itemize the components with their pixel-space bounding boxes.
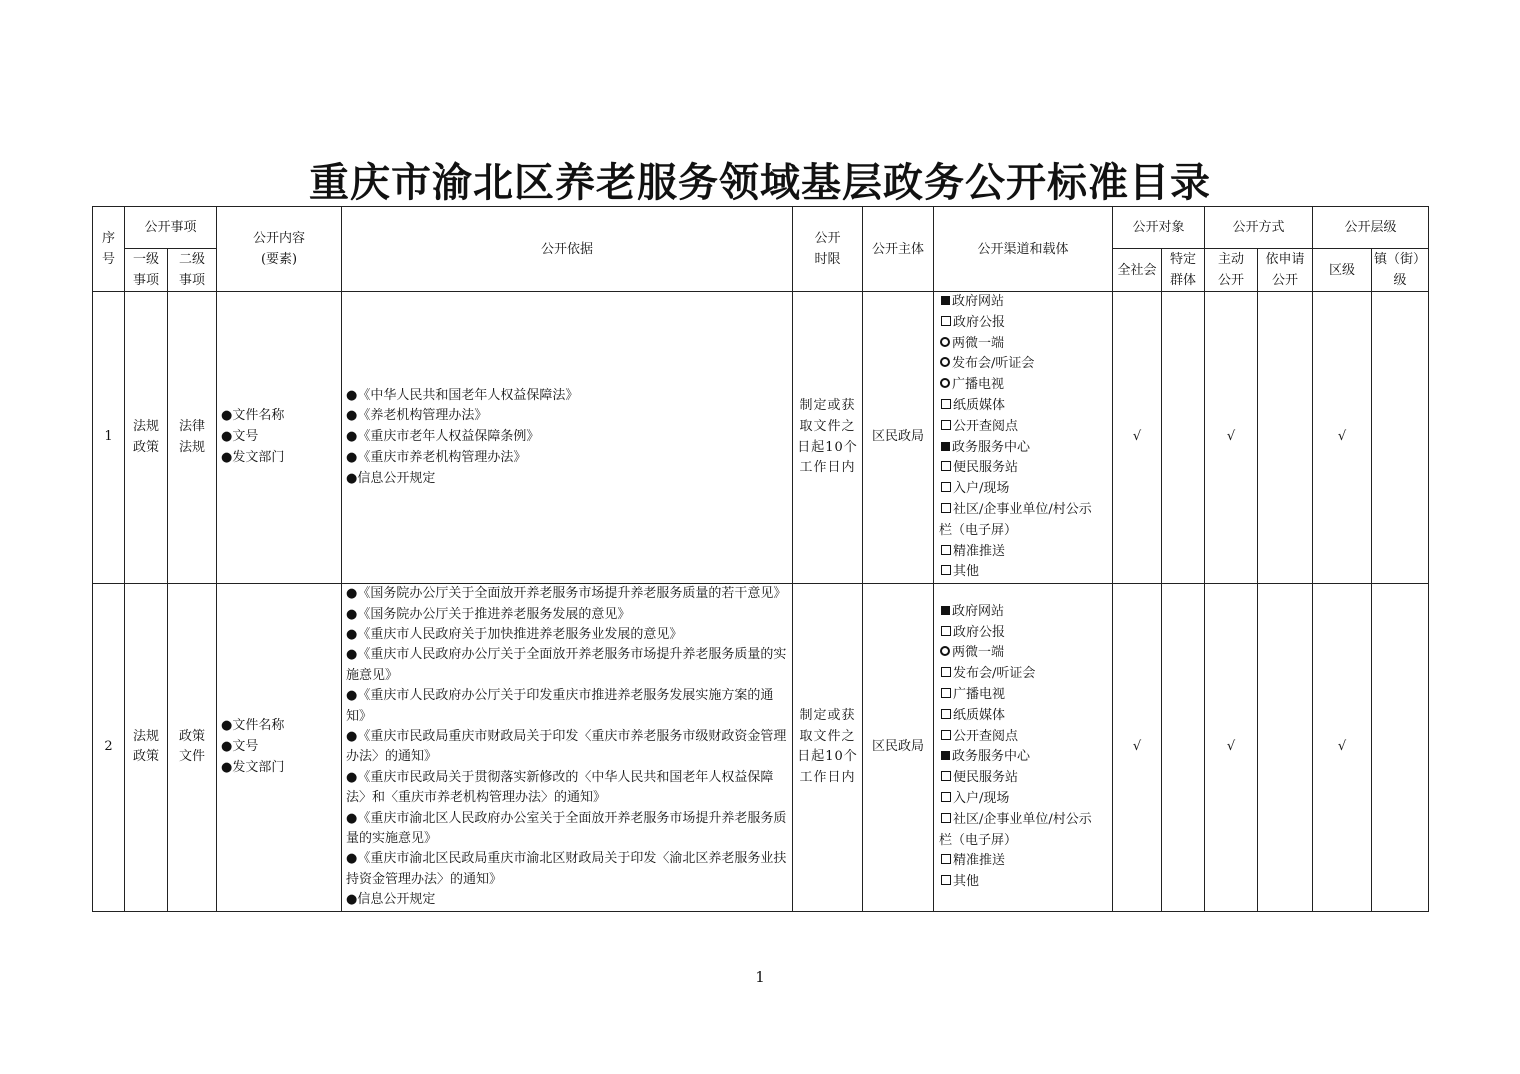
channel-label: 广播电视: [952, 377, 1005, 393]
channel-label: 栏（电子屏）: [939, 522, 1018, 538]
empty-square-icon: [941, 482, 951, 492]
ring-icon: [940, 378, 950, 388]
basis-cell-item: ●《重庆市渝北区人民政府办公室关于全面放开养老服务市场提升养老服务质量的实施意见》: [346, 810, 787, 847]
channel-label: 社区/企事业单位/村公示: [953, 501, 1092, 517]
level-town-cell: [1372, 584, 1429, 912]
header-target: 公开对象: [1113, 207, 1205, 249]
channel-item: [939, 542, 1112, 563]
header-method: 公开方式: [1205, 207, 1313, 249]
basis-cell-item: ●《重庆市民政局重庆市财政局关于印发〈重庆市养老服务市级财政资金管理办法〉的通知》: [346, 729, 787, 765]
channel-cell: [934, 292, 1113, 584]
header-matter: 公开事项: [125, 207, 217, 249]
document-title: 重庆市渝北区养老服务领域基层政务公开标准目录: [309, 159, 1211, 206]
channel-label: 便民服务站: [953, 460, 1019, 476]
channel-item: [939, 685, 1112, 706]
header-target-all: 全社会: [1113, 249, 1162, 292]
channel-item: [939, 706, 1112, 727]
header-level2: 二级 事项: [168, 249, 217, 292]
channel-item: [939, 292, 1112, 313]
header-row-1: [93, 207, 1429, 249]
header-level1: 一级 事项: [125, 249, 168, 292]
basis-cell: [342, 292, 793, 584]
seq-cell: 2: [93, 584, 125, 912]
channel-item: [939, 789, 1112, 810]
channel-item: [939, 747, 1112, 768]
basis-cell-item: ●《重庆市人民政府关于加快推进养老服务业发展的意见》: [346, 626, 683, 642]
filled-square-icon: [941, 296, 950, 305]
channel-item: [939, 458, 1112, 479]
basis-cell-item: ●《重庆市养老机构管理办法》: [346, 449, 527, 465]
ring-icon: [940, 646, 950, 656]
header-basis: 公开依据: [342, 207, 793, 292]
channel-label: 精准推送: [953, 543, 1006, 559]
page-number: 1: [755, 968, 765, 986]
method-request-cell: [1258, 292, 1313, 584]
empty-square-icon: [941, 709, 951, 719]
seq-cell: 1: [93, 292, 125, 584]
table-row: [93, 292, 1429, 584]
channel-label: 两微一端: [952, 335, 1005, 351]
filled-square-icon: [941, 606, 950, 615]
header-level-town: 镇（街） 级: [1372, 249, 1429, 292]
channel-item: [939, 727, 1112, 748]
basis-cell-item: ●《重庆市渝北区民政局重庆市渝北区财政局关于印发〈渝北区养老服务业扶持资金管理办法〉的通知》: [346, 851, 787, 887]
channel-label: 政府公报: [953, 314, 1006, 330]
channel-item: [939, 396, 1112, 417]
channel-item: [939, 562, 1112, 583]
channel-label: 其他: [953, 564, 980, 580]
header-method-active: 主动 公开: [1205, 249, 1258, 292]
channel-item: [939, 872, 1112, 893]
empty-square-icon: [941, 626, 951, 636]
empty-square-icon: [941, 771, 951, 781]
channel-item: [939, 602, 1112, 623]
empty-square-icon: [941, 875, 951, 885]
level1-cell: 法规政策: [125, 584, 168, 912]
channel-label: 精准推送: [953, 853, 1006, 869]
table-row: [93, 584, 1429, 912]
target-group-cell: [1162, 292, 1205, 584]
channel-label: 政府网站: [952, 603, 1005, 619]
channel-item: [939, 417, 1112, 438]
target-all-cell: √: [1113, 292, 1162, 584]
basis-cell-item: ●《中华人民共和国老年人权益保障法》: [346, 387, 579, 403]
content-cell: [217, 292, 342, 584]
channel-label: 纸质媒体: [953, 397, 1006, 413]
channel-cell: [934, 584, 1113, 912]
content-cell-item: ●文件名称: [221, 718, 285, 734]
channel-item: [939, 438, 1112, 459]
method-active-cell: √: [1205, 292, 1258, 584]
channel-label: 公开查阅点: [953, 728, 1019, 744]
header-period: 公开 时限: [793, 207, 863, 292]
empty-square-icon: [941, 688, 951, 698]
channel-label: 政务服务中心: [952, 749, 1031, 765]
channel-item: [939, 623, 1112, 644]
header-content: 公开内容 (要素): [217, 207, 342, 292]
channel-label: 便民服务站: [953, 770, 1019, 786]
basis-cell-item: ●《国务院办公厅关于推进养老服务发展的意见》: [346, 606, 631, 622]
empty-square-icon: [941, 667, 951, 677]
header-channel: 公开渠道和载体: [934, 207, 1113, 292]
period-cell: 制定或获取文件之日起10个工作日内: [793, 584, 863, 912]
channel-item: [939, 334, 1112, 355]
target-all-cell: √: [1113, 584, 1162, 912]
channel-item: [939, 643, 1112, 664]
empty-square-icon: [941, 854, 951, 864]
empty-square-icon: [941, 813, 951, 823]
empty-square-icon: [941, 545, 951, 555]
level1-cell: 法规政策: [125, 292, 168, 584]
level-town-cell: [1372, 292, 1429, 584]
basis-cell: [342, 584, 793, 912]
header-level-district: 区级: [1313, 249, 1372, 292]
channel-item: [939, 375, 1112, 396]
header-seq: 序 号: [93, 207, 125, 292]
channel-label: 政府网站: [952, 294, 1005, 309]
channel-item: [939, 354, 1112, 375]
header-subject: 公开主体: [863, 207, 934, 292]
content-cell-item: ●发文部门: [221, 759, 285, 775]
method-request-cell: [1258, 584, 1313, 912]
channel-item: [939, 500, 1112, 521]
channel-label: 发布会/听证会: [952, 356, 1035, 372]
channel-label: 发布会/听证会: [953, 666, 1036, 682]
empty-square-icon: [941, 461, 951, 471]
empty-square-icon: [941, 565, 951, 575]
header-method-request: 依申请 公开: [1258, 249, 1313, 292]
subject-cell: 区民政局: [863, 292, 934, 584]
empty-square-icon: [941, 316, 951, 326]
channel-label: 纸质媒体: [953, 707, 1006, 723]
channel-item: [939, 313, 1112, 334]
channel-item: [939, 810, 1112, 831]
ring-icon: [940, 357, 950, 367]
channel-label: 其他: [953, 874, 980, 890]
empty-square-icon: [941, 792, 951, 802]
level2-cell: 法律法规: [168, 292, 217, 584]
channel-label: 广播电视: [953, 687, 1006, 703]
basis-cell-item: ●《国务院办公厅关于全面放开养老服务市场提升养老服务质量的若干意见》: [346, 586, 787, 602]
method-active-cell: √: [1205, 584, 1258, 912]
catalog-table: [92, 206, 1429, 912]
channel-item: [939, 768, 1112, 789]
content-cell: [217, 584, 342, 912]
channel-label: 政务服务中心: [952, 439, 1031, 455]
level-district-cell: √: [1313, 292, 1372, 584]
basis-cell-item: ●信息公开规定: [346, 892, 436, 908]
subject-cell: 区民政局: [863, 584, 934, 912]
filled-square-icon: [941, 751, 950, 760]
channel-item: [939, 521, 1112, 542]
period-cell: 制定或获取文件之日起10个工作日内: [793, 292, 863, 584]
content-cell-item: ●文号: [221, 739, 259, 754]
empty-square-icon: [941, 730, 951, 740]
empty-square-icon: [941, 399, 951, 409]
channel-label: 入户/现场: [953, 791, 1010, 806]
channel-label: 政府公报: [953, 624, 1006, 640]
channel-item: [939, 851, 1112, 872]
target-group-cell: [1162, 584, 1205, 912]
basis-cell-item: ●信息公开规定: [346, 470, 436, 486]
channel-label: 社区/企事业单位/村公示: [953, 811, 1092, 827]
empty-square-icon: [941, 503, 951, 513]
channel-item: [939, 479, 1112, 500]
basis-cell-item: ●《养老机构管理办法》: [346, 408, 488, 424]
content-cell-item: ●文件名称: [221, 408, 285, 424]
basis-cell-item: ●《重庆市民政局关于贯彻落实新修改的〈中华人民共和国老年人权益保障法〉和〈重庆市养老机构管理办法〉的通知》: [346, 769, 774, 806]
channel-item: [939, 664, 1112, 685]
filled-square-icon: [941, 442, 950, 451]
channel-label: 两微一端: [952, 645, 1005, 661]
channel-label: 入户/现场: [953, 481, 1010, 497]
channel-label: 公开查阅点: [953, 418, 1019, 434]
channel-label: 栏（电子屏）: [939, 832, 1018, 848]
content-cell-item: ●发文部门: [221, 449, 285, 465]
level-district-cell: √: [1313, 584, 1372, 912]
basis-cell-item: ●《重庆市人民政府办公厅关于印发重庆市推进养老服务发展实施方案的通知》: [346, 688, 774, 724]
content-cell-item: ●文号: [221, 429, 259, 445]
basis-cell-item: ●《重庆市人民政府办公厅关于全面放开养老服务市场提升养老服务质量的实施意见》: [346, 647, 787, 683]
empty-square-icon: [941, 420, 951, 430]
ring-icon: [940, 337, 950, 347]
header-level: 公开层级: [1313, 207, 1429, 249]
level2-cell: 政策文件: [168, 584, 217, 912]
header-target-group: 特定 群体: [1162, 249, 1205, 292]
channel-item: [939, 831, 1112, 852]
basis-cell-item: ●《重庆市老年人权益保障条例》: [346, 429, 540, 445]
